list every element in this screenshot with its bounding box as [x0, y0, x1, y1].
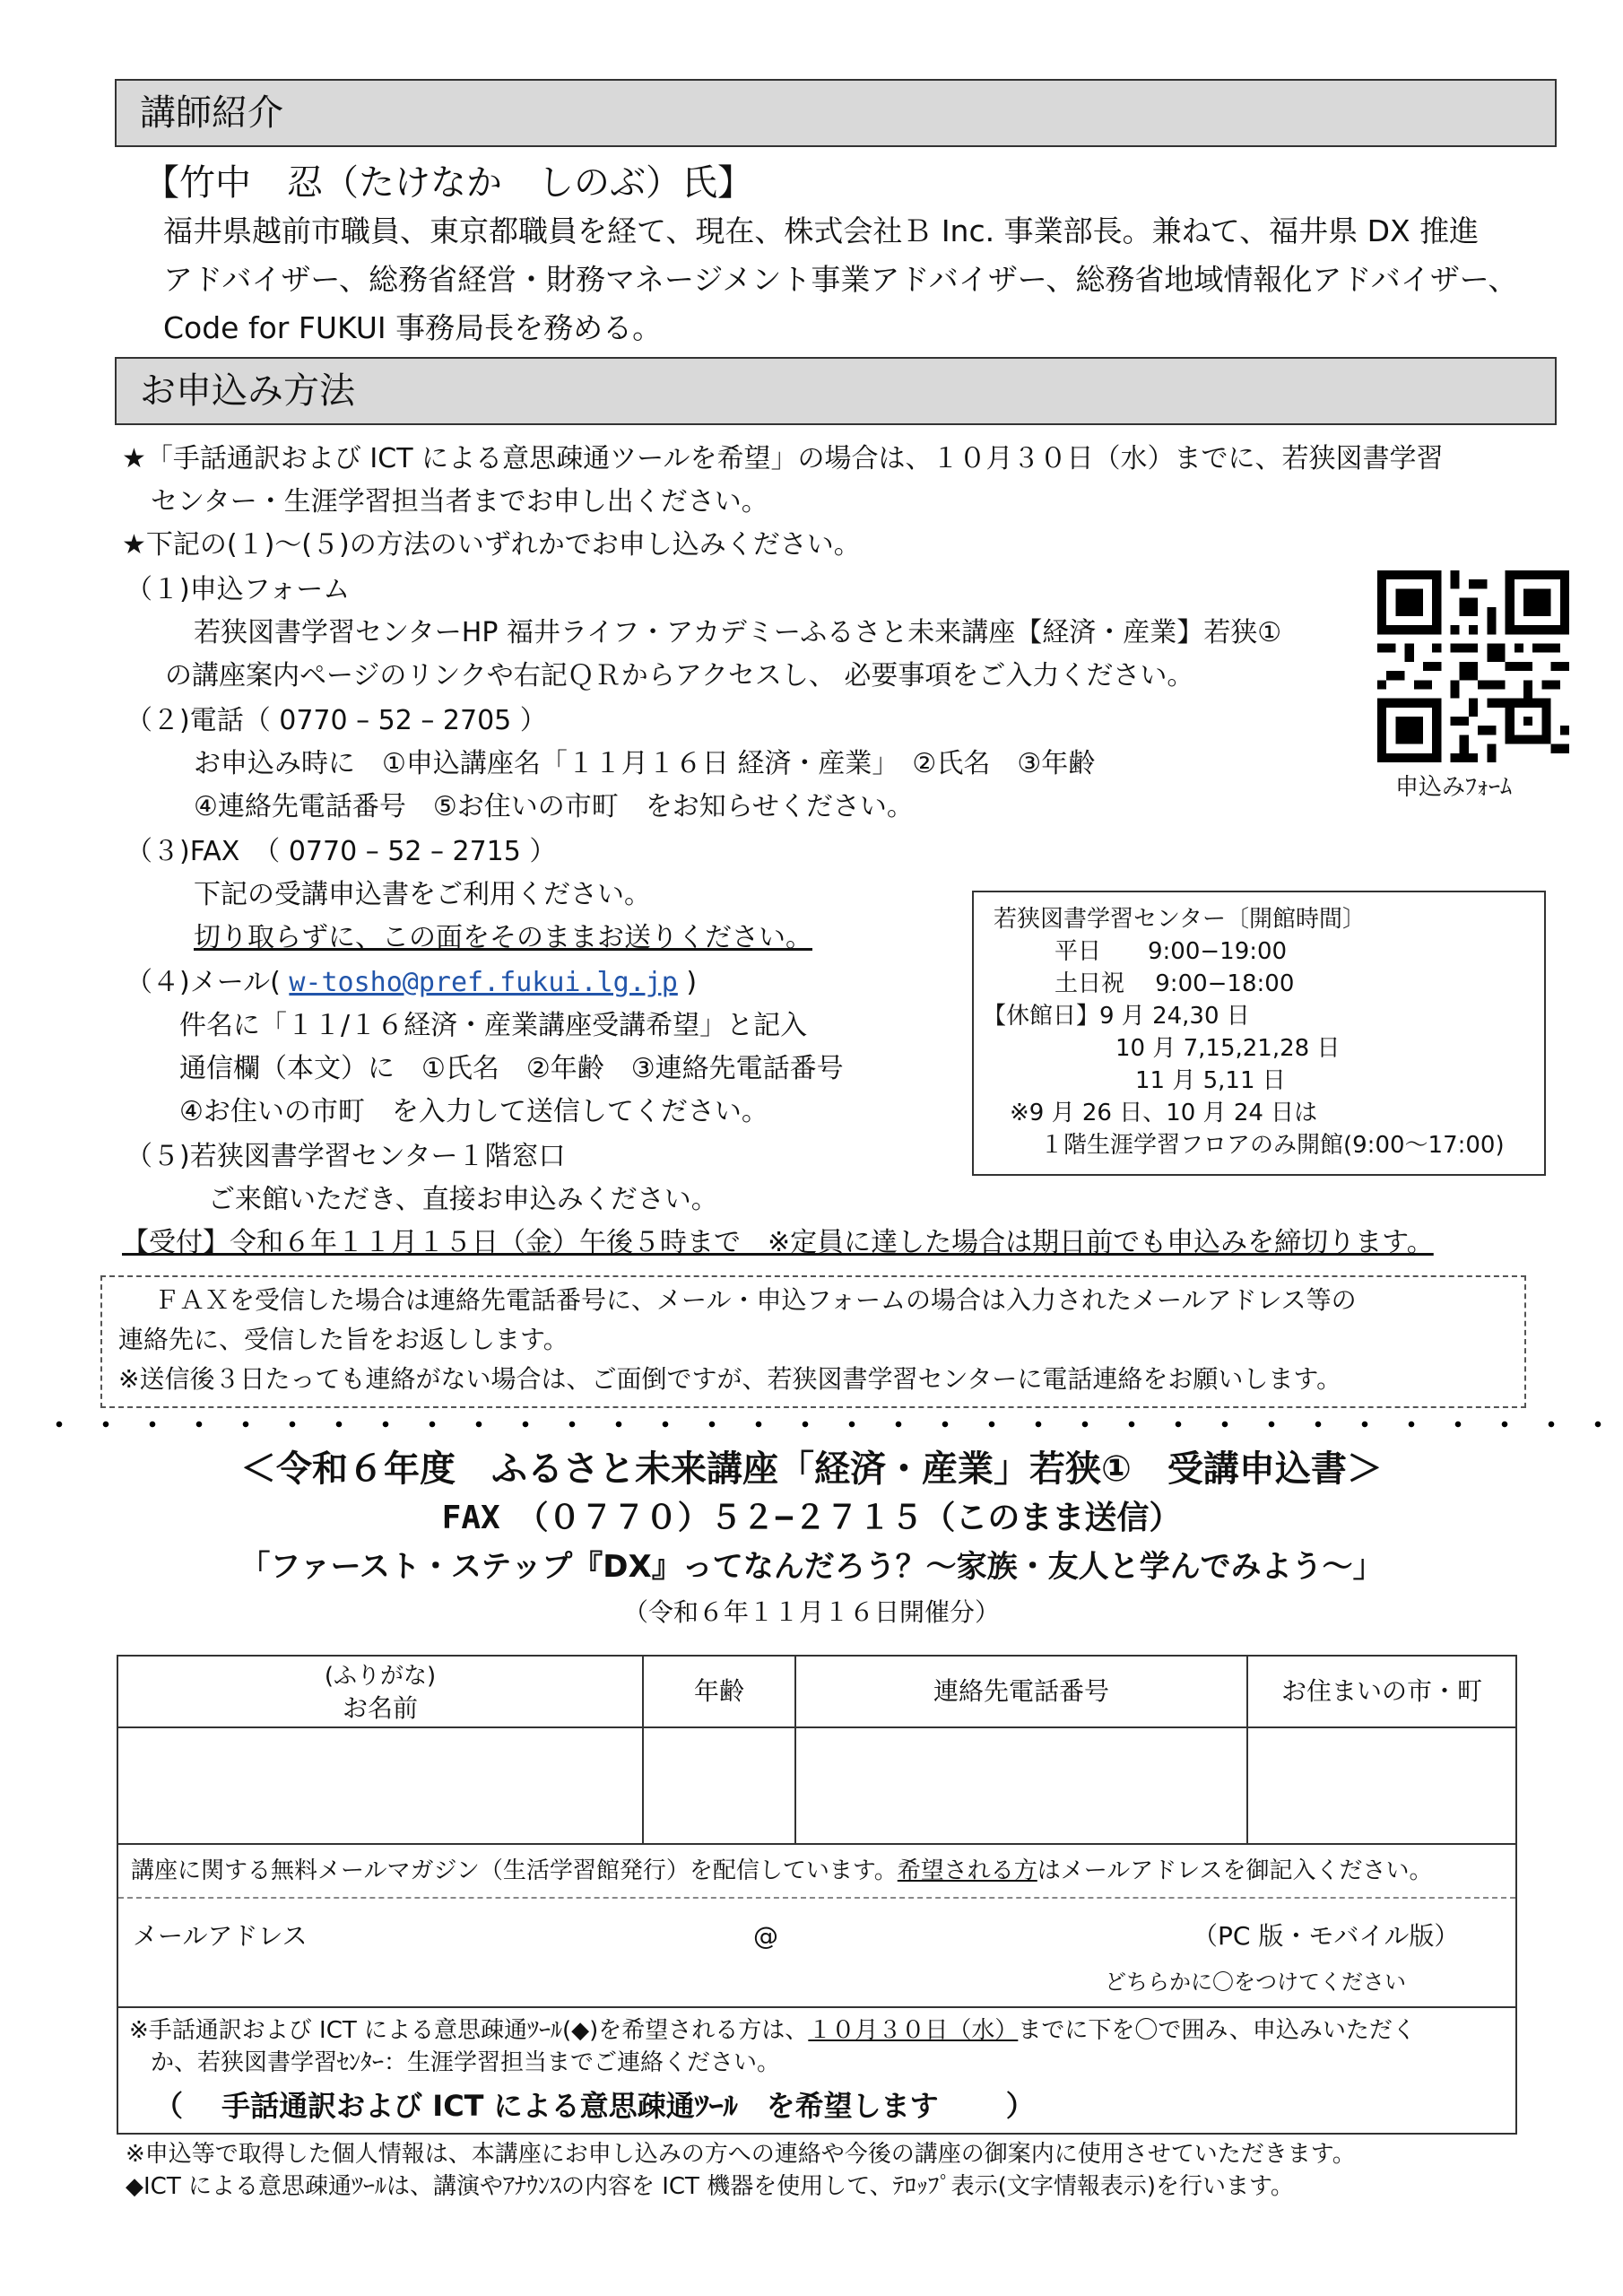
hours-note-line1: ※9 月 26 日、10 月 24 日は: [1010, 1100, 1318, 1126]
method4-title-suffix: ): [686, 967, 698, 998]
method3-title: （３)FAX （ 0770 – 52 – 2715 ）: [126, 836, 557, 867]
opening-hours-box: [972, 891, 1546, 1176]
email-at-sign: @: [753, 1921, 778, 1951]
email-link[interactable]: w-tosho@pref.fukui.lg.jp: [289, 967, 678, 998]
qr-code-image[interactable]: [1377, 570, 1569, 762]
notice-line2: 連絡先に、受信した旨をお返しします。: [118, 1325, 568, 1354]
pc-mobile-choice[interactable]: （PC 版・モバイル版）: [1193, 1921, 1460, 1951]
method4-line3: ④お住いの市町 を入力して送信してください。: [179, 1096, 768, 1127]
section-header-instructor: 講師紹介: [115, 79, 1557, 147]
header-furigana: (ふりがな): [324, 1663, 437, 1690]
header-phone: 連絡先電話番号: [796, 1657, 1248, 1728]
method2-line2: ④連絡先電話番号 ⑤お住いの市町 をお知らせください。: [194, 791, 914, 822]
notice-line1: ＦＡＸを受信した場合は連絡先電話番号に、メール・申込フォームの場合は入力されたメールアドレス等の: [154, 1285, 1357, 1315]
sign-note-text-a: ※手話通訳および ICT による意思疎通ﾂｰﾙ(◆)を希望される方は、: [129, 2017, 809, 2044]
method2-line1: お申込み時に ①申込講座名「１１月１６日 経済・産業」 ②氏名 ③年齢: [194, 748, 1096, 779]
instructor-name: 【竹中 忍（たけなか しのぶ）氏】: [143, 162, 753, 204]
method3-line1: 下記の受講申込書をご利用ください。: [194, 879, 651, 910]
ict-tool-note: ◆ICT による意思疎通ﾂｰﾙは、講演やｱﾅｳﾝｽの内容を ICT 機器を使用して、ﾃﾛｯﾌﾟ表示(文字情報表示)を行います。: [126, 2173, 1294, 2200]
header-name-cell: [118, 1657, 644, 1728]
form-title: ＜令和６年度 ふるさと未来講座「経済・産業」若狭① 受講申込書＞: [240, 1448, 1383, 1490]
sign-language-note-line1: [129, 2013, 1416, 2048]
mail-note-text-b: はメールアドレスを御記入ください。: [1037, 1857, 1433, 1884]
privacy-note: ※申込等で取得した個人情報は、本講座にお申し込みの方への連絡や今後の講座の御案内に使用させていただきます。: [126, 2141, 1356, 2168]
apply-notice-line1: ★「手話通訳および ICT による意思疎通ツールを希望」の場合は、１０月３０日（水）までに、若狭図書学習: [122, 443, 1444, 474]
method4-line2: 通信欄（本文）に ①氏名 ②年齢 ③連絡先電話番号: [179, 1053, 844, 1084]
instructor-bio-line2: アドバイザー、総務省経営・財務マネージメント事業アドバイザー、総務省地域情報化アドバイザー、: [163, 262, 1518, 297]
mail-note-emphasis: 希望される方: [897, 1857, 1037, 1884]
sign-note-text-b: までに下を〇で囲み、申込みいただく: [1018, 2017, 1416, 2044]
circle-instruction: どちらかに〇をつけてください: [1105, 1970, 1406, 1995]
sign-language-note-line2: か、若狭図書学習ｾﾝﾀｰ：生涯学習担当までご連絡ください。: [151, 2049, 781, 2076]
section-header-apply: お申込み方法: [115, 357, 1557, 425]
notice-line3: ※送信後３日たっても連絡がない場合は、ご面倒ですが、若狭図書学習センターに電話連絡をお願いします。: [118, 1364, 1342, 1394]
method4-line1: 件名に「１１/１６経済・産業講座受講希望」と記入: [179, 1010, 808, 1041]
deadline-text: 【受付】令和６年１１月１５日（金）午後５時まで ※定員に達した場合は期日前でも申込みを締切ります。: [122, 1227, 1434, 1258]
hours-weekend: 土日祝 9:00−18:00: [1055, 970, 1295, 997]
name-input-cell[interactable]: [118, 1728, 644, 1845]
phone-input-cell[interactable]: [796, 1728, 1248, 1845]
hours-note-line2: １階生涯学習フロアのみ開館(9:00～17:00): [1040, 1132, 1505, 1159]
sign-language-choice[interactable]: （ 手話通訳および ICT による意思疎通ﾂｰﾙ を希望します ）: [154, 2089, 1035, 2123]
email-label: メールアドレス: [133, 1921, 308, 1951]
method3-line2: 切り取らずに、この面をそのままお送りください。: [194, 922, 812, 953]
form-date: （令和６年１１月１６日開催分）: [622, 1597, 1000, 1627]
method4-title-prefix: （４)メール(: [126, 967, 281, 998]
city-input-cell[interactable]: [1248, 1728, 1515, 1845]
method2-title: （２)電話（ 0770 – 52 – 2705 ）: [126, 705, 547, 736]
method1-line2: の講座案内ページのリンクや右記ＱＲからアクセスし、 必要事項をご入力ください。: [165, 660, 1194, 691]
cut-line-dots: [36, 1419, 1614, 1430]
application-form-table: [117, 1655, 1517, 2135]
mail-note-text-a: 講座に関する無料メールマガジン（生活学習館発行）を配信しています。: [131, 1857, 898, 1884]
notice-box: [100, 1275, 1526, 1408]
instructor-bio-line3: Code for FUKUI 事務局長を務める。: [163, 310, 663, 345]
hours-weekday: 平日 9:00−19:00: [1055, 938, 1288, 965]
apply-methods-intro: ★下記の(１)～(５)の方法のいずれかでお申し込みください。: [122, 529, 861, 561]
closed-days-line2: 10 月 7,15,21,28 日: [1115, 1035, 1341, 1062]
apply-notice-line2: センター・生涯学習担当者までお申し出ください。: [151, 486, 768, 517]
header-name: お名前: [342, 1693, 418, 1723]
method1-line1: 若狭図書学習センターHP 福井ライフ・アカデミーふるさと未来講座【経済・産業】若狭①: [194, 617, 1282, 648]
method1-title: （１)申込フォーム: [126, 574, 351, 605]
sign-note-deadline: １０月３０日（水）: [808, 2017, 1019, 2044]
header-city: お住まいの市・町: [1248, 1657, 1515, 1728]
hours-title: 若狭図書学習センター〔開館時間〕: [994, 906, 1366, 933]
closed-days-line3: 11 月 5,11 日: [1135, 1067, 1286, 1094]
qr-caption: 申込みﾌｫｰﾑ: [1395, 774, 1513, 801]
closed-days-line1: 【休館日】9 月 24,30 日: [983, 1003, 1250, 1030]
method5-line1: ご来館いただき、直接お申込みください。: [208, 1184, 718, 1215]
form-subtitle: 「ファースト・ステップ『DX』ってなんだろう？～家族・友人と学んでみよう～」: [239, 1549, 1384, 1585]
header-age: 年齢: [644, 1657, 796, 1728]
form-fax: FAX （０７７０）５２−２７１５（このまま送信）: [441, 1500, 1182, 1536]
method5-title: （５)若狭図書学習センター１階窓口: [126, 1141, 566, 1172]
sign-language-row: [118, 2008, 1515, 2133]
email-row[interactable]: [118, 1899, 1515, 2008]
mail-note-row: [118, 1845, 1515, 1899]
age-input-cell[interactable]: [644, 1728, 796, 1845]
method4-title: [126, 963, 697, 1003]
instructor-bio-line1: 福井県越前市職員、東京都職員を経て、現在、株式会社Ｂ Inc. 事業部長。兼ねて、福井県 DX 推進: [163, 213, 1480, 248]
